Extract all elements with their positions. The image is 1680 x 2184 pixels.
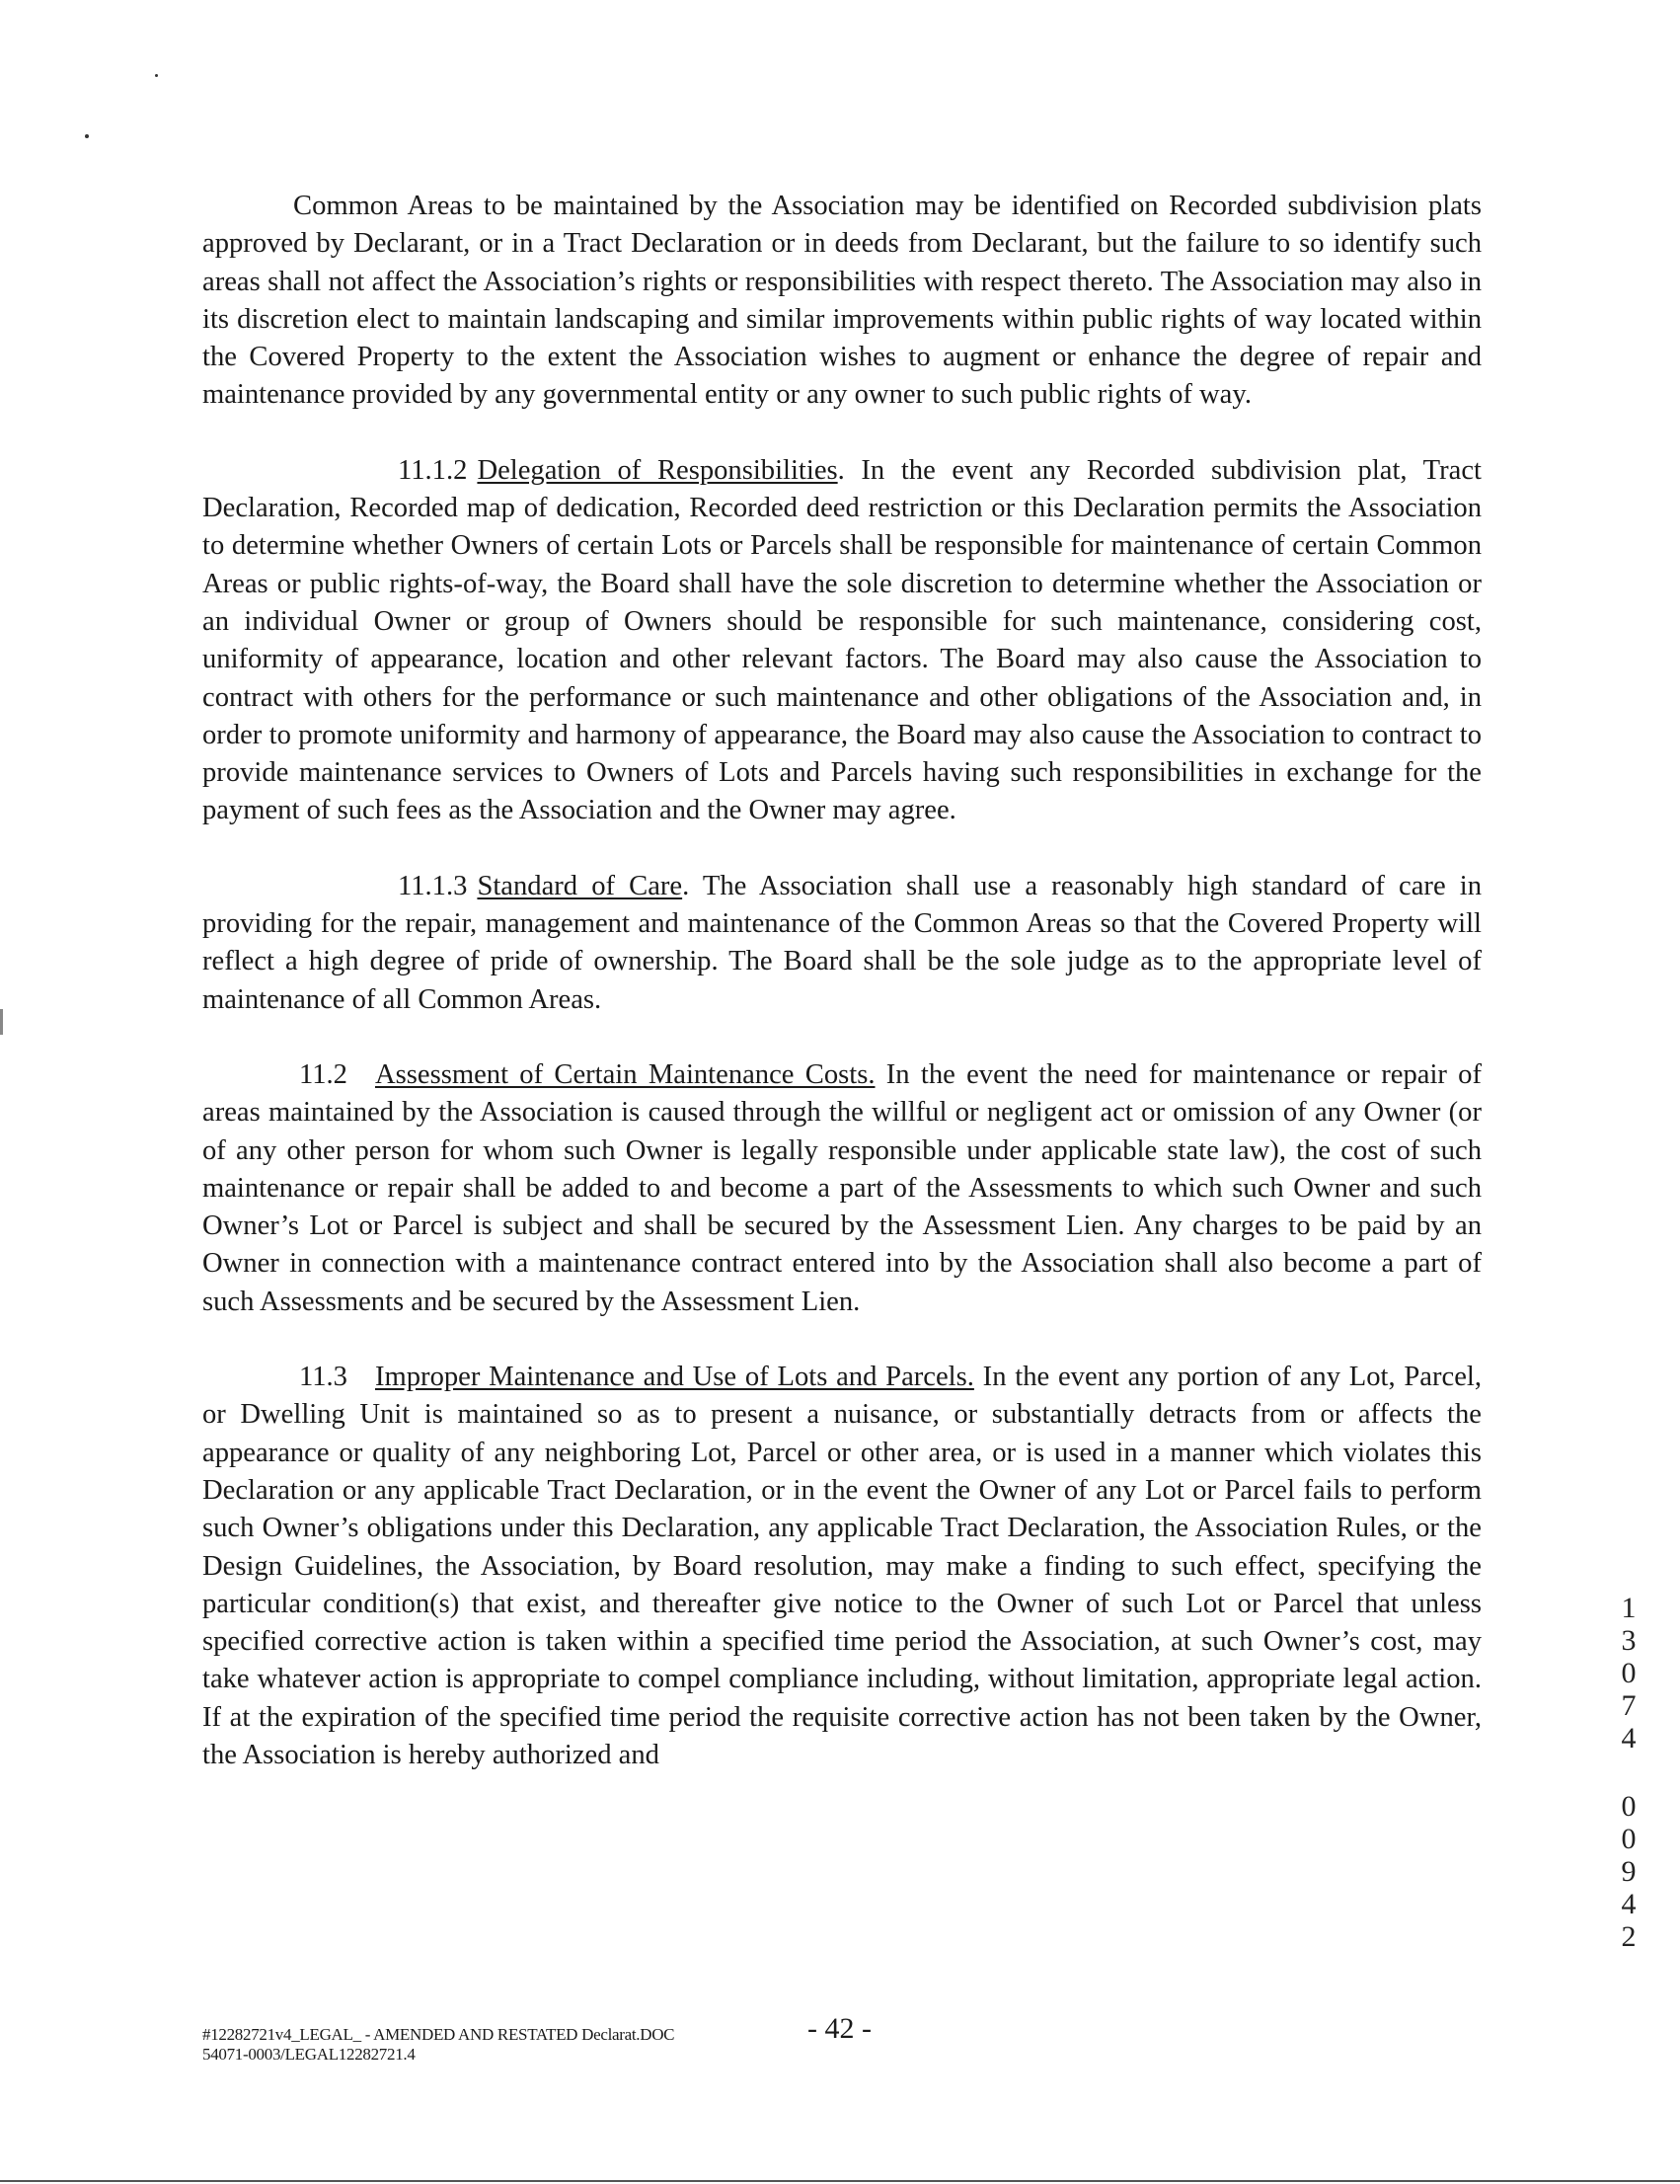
scan-bottom-edge: [0, 2180, 1680, 2182]
scan-speck: [85, 134, 89, 138]
paragraph-text: In the event any portion of any Lot, Parcel, or Dwelling Unit is maintained so as to present a nuisance, or substantially detracts from or affects the appearance or quality of any neighboring Lot, Parcel or other area, or is used in a manner which violates this Declaration or any applicable Tract Declaration, or in the event the Owner of any Lot or Parcel fails to perform such Owner’s obligations under this Declaration, any applicable Tract Declaration, the Association Rules, or the Design Guidelines, the Association, by Board resolution, may make a finding to such effect, specifying the particular condition(s) that exist, and thereafter give notice to the Owner of such Lot or Parcel that unless specified corrective action is taken within a specified time period the Association, at such Owner’s cost, may take whatever action is appropriate to compel compliance including, without limitation, appropriate legal action. If at the expiration of the specified time period the requisite corrective action has not been taken by the Owner, the Association is hereby authorized and: [202, 1362, 1482, 1770]
stamp-digit: 4: [1621, 1722, 1637, 1755]
paragraph-11-2: [202, 1056, 1482, 1321]
stamp-digit: 4: [1621, 1888, 1637, 1920]
stamp-digit: 3: [1621, 1624, 1637, 1657]
paragraph-common-areas: [202, 188, 1482, 415]
section-number: 11.3: [299, 1362, 347, 1393]
section-heading: Assessment of Certain Maintenance Costs.: [374, 1058, 876, 1090]
footer-line-1: #12282721v4_LEGAL_ - AMENDED AND RESTATED Declarat.DOC: [202, 2025, 675, 2044]
section-number: 11.1.3: [398, 870, 468, 901]
paragraph-text: In the event the need for maintenance or repair of areas maintained by the Association is caused through the willful or negligent act or omission of any Owner (or of any other person for whom such Owner is legally responsible under applicable state law), the cost of such maintenance or repair shall be added to and become a part of the Assessments to which such Owner and such Owner’s Lot or Parcel is subject and shall be secured by the Assessment Lien. Any charges to be paid by an Owner in connection with a maintenance contract entered into by the Association shall also become a part of such Assessments and be secured by the Assessment Lien.: [202, 1058, 1483, 1317]
stamp-digit: 0: [1621, 1657, 1637, 1689]
page-number: - 42 -: [807, 2012, 872, 2045]
paragraph-11-3: [202, 1359, 1482, 1774]
footer-document-id: [202, 2025, 674, 2065]
section-number: 11.1.2: [398, 454, 468, 486]
section-heading: Delegation of Responsibilities: [477, 454, 838, 486]
section-heading: Improper Maintenance and Use of Lots and Parcels.: [374, 1362, 974, 1393]
stamp-digit: 1: [1621, 1592, 1637, 1624]
stamp-digit: 9: [1621, 1855, 1637, 1888]
paragraph-text: . The Association shall use a reasonably high standard of care in providing for the repair, management and maintenance of the Common Areas so that the Covered Property will reflect a high degree of pride of ownership. The Board shall be the sole judge as to the appropriate level of maintenance of all Common Areas.: [202, 870, 1482, 1015]
stamp-digit: 0: [1621, 1823, 1637, 1855]
scan-edge-mark: [0, 1009, 3, 1035]
paragraph-text: Common Areas to be maintained by the Association may be identified on Recorded subdivision plats approved by Declarant, or in a Tract Declaration or in deeds from Declarant, but the failure to so identify such areas shall not affect the Association’s rights or responsibilities with respect thereto. The Association may also in its discretion elect to maintain landscaping and similar improvements within public rights of way located within the Covered Property to the extent the Association wishes to augment or enhance the degree of repair and maintenance provided by any governmental entity or any owner to such public rights of way.: [202, 191, 1482, 411]
paragraph-11-1-2: [202, 452, 1482, 830]
scan-speck: [155, 74, 158, 77]
section-heading: Standard of Care: [477, 870, 683, 901]
stamp-digit: 7: [1621, 1689, 1637, 1722]
section-number: 11.2: [299, 1058, 347, 1090]
margin-recording-stamp: [1614, 1592, 1643, 1953]
document-body: [202, 188, 1482, 1812]
paragraph-11-1-3: [202, 868, 1482, 1019]
stamp-gap: [1614, 1755, 1643, 1790]
stamp-digit: 0: [1621, 1790, 1637, 1823]
paragraph-text: . In the event any Recorded subdivision plat, Tract Declaration, Recorded map of dedication, Recorded deed restriction or this Declaration permits the Association to determine whether Owners of certain Lots or Parcels shall be responsible for maintenance of certain Common Areas or public rights-of-way, the Board shall have the sole discretion to determine whether the Association or an individual Owner or group of Owners should be responsible for such maintenance, considering cost, uniformity of appearance, location and other relevant factors. The Board may also cause the Association to contract with others for the performance or such maintenance and other obligations of the Association and, in order to promote uniformity and harmony of appearance, the Board may also cause the Association to contract to provide maintenance services to Owners of Lots and Parcels having such responsibilities in exchange for the payment of such fees as the Association and the Owner may agree.: [202, 454, 1482, 826]
footer-line-2: 54071-0003/LEGAL12282721.4: [202, 2045, 416, 2064]
stamp-digit: 2: [1621, 1920, 1637, 1953]
